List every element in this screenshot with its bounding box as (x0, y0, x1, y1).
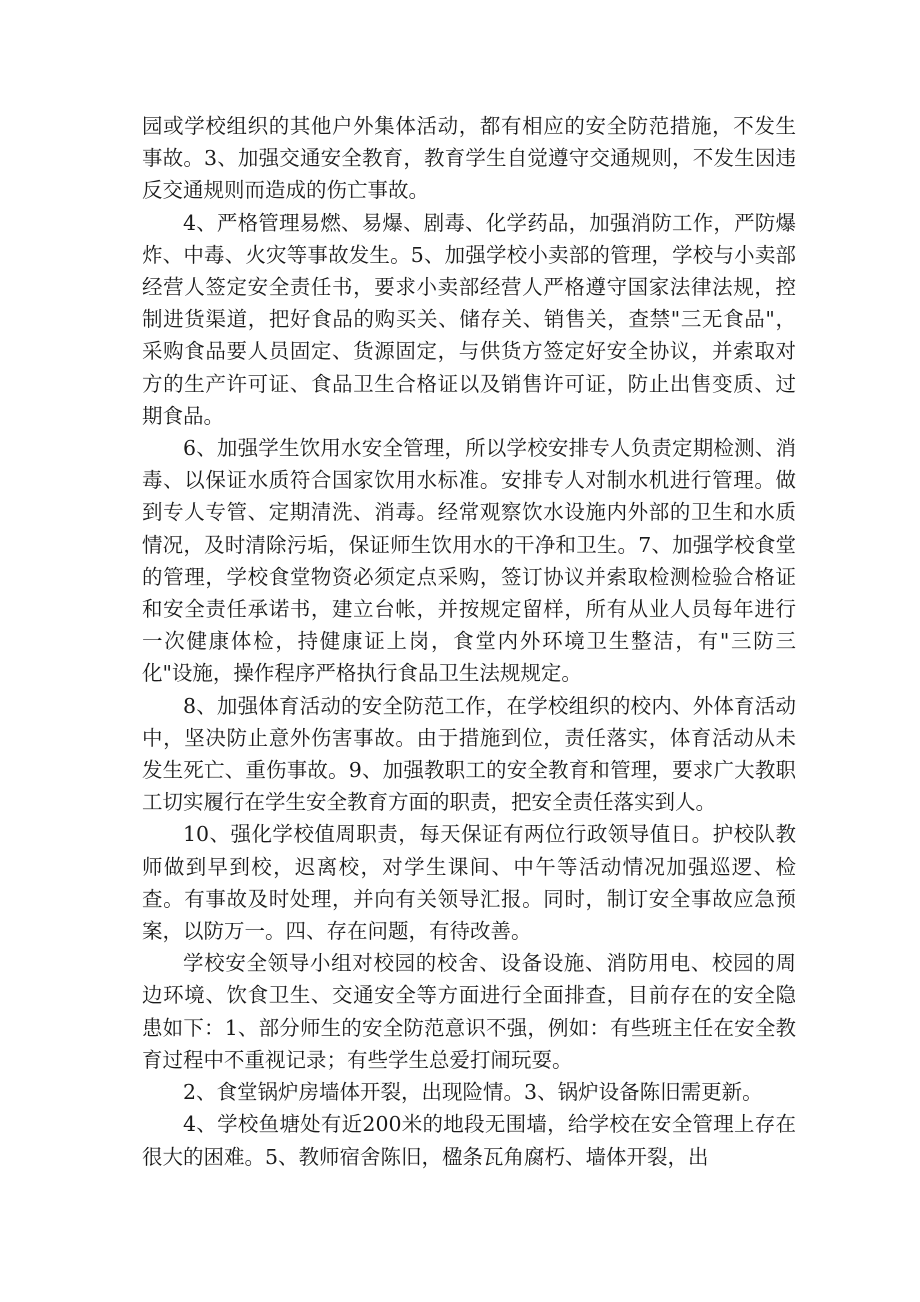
paragraph: 2、食堂锅炉房墙体开裂，出现险情。3、锅炉设备陈旧需更新。 (183, 1080, 763, 1105)
paragraph: 10、强化学校值周职责，每天保证有两位行政领导值日。护校队教师做到早到校，迟离校，对学生课间、中午等活动情况加强巡逻、检查。有事故及时处理，并向有关领导汇报。同时，制订安全事故应急预案，以防万一。四、存在问题，有待改善。 (142, 822, 796, 944)
paragraph: 4、学校鱼塘处有近200米的地段无围墙，给学校在安全管理上存在很大的困难。5、教师宿舍陈旧，楹条瓦角腐朽、墙体开裂，出 (142, 1112, 796, 1169)
paragraph: 4、严格管理易燃、易爆、剧毒、化学药品，加强消防工作，严防爆炸、中毒、火灾等事故发生。5、加强学校小卖部的管理，学校与小卖部经营人签定安全责任书，要求小卖部经营人严格遵守国家法律法规，控制进货渠道，把好食品的购买关、储存关、销售关，查禁"三无食品"，采购食品要人员固定、货源固定，与供货方签定好安全协议，并索取对方的生产许可证、食品卫生合格证以及销售许可证，防止出售变质、过期食品。 (142, 210, 796, 428)
paragraph: 8、加强体育活动的安全防范工作，在学校组织的校内、外体育活动中，坚决防止意外伤害事故。由于措施到位，责任落实，体育活动从未发生死亡、重伤事故。9、加强教职工的安全教育和管理，要求广大教职工切实履行在学生安全教育方面的职责，把安全责任落实到人。 (142, 693, 796, 815)
paragraph: 6、加强学生饮用水安全管理，所以学校安排专人负责定期检测、消毒、以保证水质符合国家饮用水标准。安排专人对制水机进行管理。做到专人专管、定期清洗、消毒。经常观察饮水设施内外部的卫生和水质情况，及时清除污垢，保证师生饮用水的干净和卫生。7、加强学校食堂的管理，学校食堂物资必须定点采购，签订协议并索取检测检验合格证和安全责任承诺书，建立台帐，并按规定留样，所有从业人员每年进行一次健康体检，持健康证上岗，食堂内外环境卫生整洁，有"三防三化"设施，操作程序严格执行食品卫生法规规定。 (142, 436, 796, 686)
paragraph: 园或学校组织的其他户外集体活动，都有相应的安全防范措施，不发生事故。3、加强交通安全教育，教育学生自觉遵守交通规则，不发生因违反交通规则而造成的伤亡事故。 (142, 114, 796, 203)
paragraph: 学校安全领导小组对校园的校舍、设备设施、消防用电、校园的周边环境、饮食卫生、交通安全等方面进行全面排查，目前存在的安全隐患如下：1、部分师生的安全防范意识不强，例如：有些班主任在安全教育过程中不重视记录；有些学生总爱打闹玩耍。 (142, 951, 796, 1072)
document-body (142, 110, 796, 1173)
